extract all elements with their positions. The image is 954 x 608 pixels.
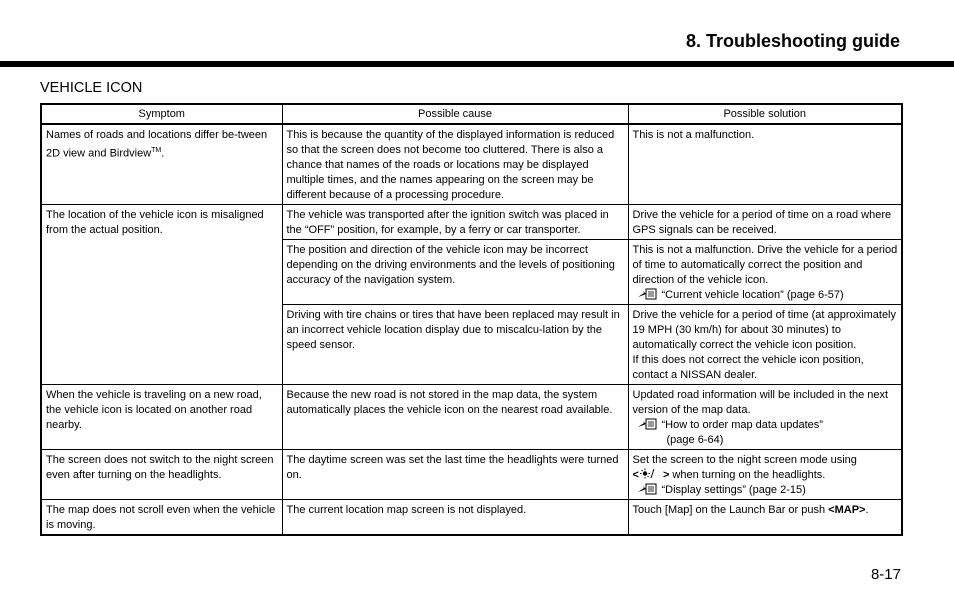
table-header-row [41,104,902,124]
solution-text: Updated road information will be included in the next version of the map data. [632,389,889,416]
table-row [41,450,902,500]
page-reference-text: “How to order map data updates” [661,419,823,431]
section-title: VEHICLE ICON [40,80,143,96]
solution-cell [628,240,902,305]
symptom-cell: The screen does not switch to the night screen even after turning on the headlights. [41,450,282,500]
page-reference [633,418,899,433]
col-header-cause: Possible cause [282,104,628,124]
page-reference [633,483,899,498]
solution-text: Drive the vehicle for a period of time (at approximately 19 MPH (30 km/h) for about 30 minutes) to automatically correct the vehicle icon position. [632,309,897,351]
col-header-solution: Possible solution [628,104,902,124]
cause-cell: Because the new road is not stored in the map data, the system automatically places the vehicle icon on the nearest road available. [282,385,628,450]
table-row [41,124,902,205]
solution-cell [628,500,902,536]
col-header-symptom: Symptom [41,104,282,124]
symptom-text: Names of roads and locations differ be-tween 2D view and Birdview [46,129,268,160]
page-reference [633,288,899,303]
cause-cell: The current location map screen is not displayed. [282,500,628,536]
troubleshooting-table [40,103,903,536]
solution-text-2: when turning on the headlights. [669,469,826,481]
cause-cell: The daytime screen was set the last time the headlights were turned on. [282,450,628,500]
solution-text: Touch [Map] on the Launch Bar or push [632,504,829,516]
solution-cell: This is not a malfunction. [628,124,902,205]
page-reference-icon [637,418,659,430]
key-bracket-open: < [632,469,639,481]
cause-cell: This is because the quantity of the displayed information is reduced so that the screen does not become too cluttered. There is also a chance that names of the roads or locations may be displayed multiple times, and the names appearing on the screen may be different because of a processing procedure. [282,124,628,205]
page-reference-icon [637,288,659,300]
symptom-period: . [161,147,165,160]
table-row [41,205,902,240]
symptom-cell: The location of the vehicle icon is misaligned from the actual position. [41,205,282,385]
symptom-cell [41,124,282,205]
page-reference-page: (page 6-64) [666,434,724,446]
solution-cell [628,385,902,450]
page-header-title: 8. Troubleshooting guide [686,31,900,51]
solution-text-2: If this does not correct the vehicle icon position, contact a NISSAN dealer. [632,354,864,381]
cause-cell: The position and direction of the vehicle icon may be incorrect depending on the driving environments and the levels of positioning accuracy of the navigation system. [282,240,628,305]
solution-cell [628,450,902,500]
solution-text: This is not a malfunction. Drive the vehicle for a period of time to automatically correct the position and direction of the vehicle icon. [632,244,898,286]
symptom-cell: When the vehicle is traveling on a new road, the vehicle icon is located on another road nearby. [41,385,282,450]
solution-cell: Drive the vehicle for a period of time on a road where GPS signals can be received. [628,205,902,240]
table-row [41,500,902,536]
map-key-label: <MAP> [828,504,866,516]
page-number: 8-17 [870,566,901,583]
solution-cell [628,305,902,385]
trademark-mark: TM [151,147,162,154]
cause-cell: The vehicle was transported after the ignition switch was placed in the “OFF” position, for example, by a ferry or car transporter. [282,205,628,240]
page-reference-text: “Current vehicle location” (page 6-57) [661,289,844,301]
day-night-icon [639,468,663,479]
solution-text: Set the screen to the night screen mode using [632,454,857,466]
page-reference-text: “Display settings” (page 2-15) [661,484,806,496]
key-bracket-close: > [662,469,670,481]
header-rule [0,61,954,67]
solution-period: . [865,504,869,516]
symptom-cell: The map does not scroll even when the vehicle is moving. [41,500,282,536]
page-reference-icon [637,483,659,495]
cause-cell: Driving with tire chains or tires that have been replaced may result in an incorrect vehicle location display due to miscalcu-lation by the speed sensor. [282,305,628,385]
table-row [41,385,902,450]
